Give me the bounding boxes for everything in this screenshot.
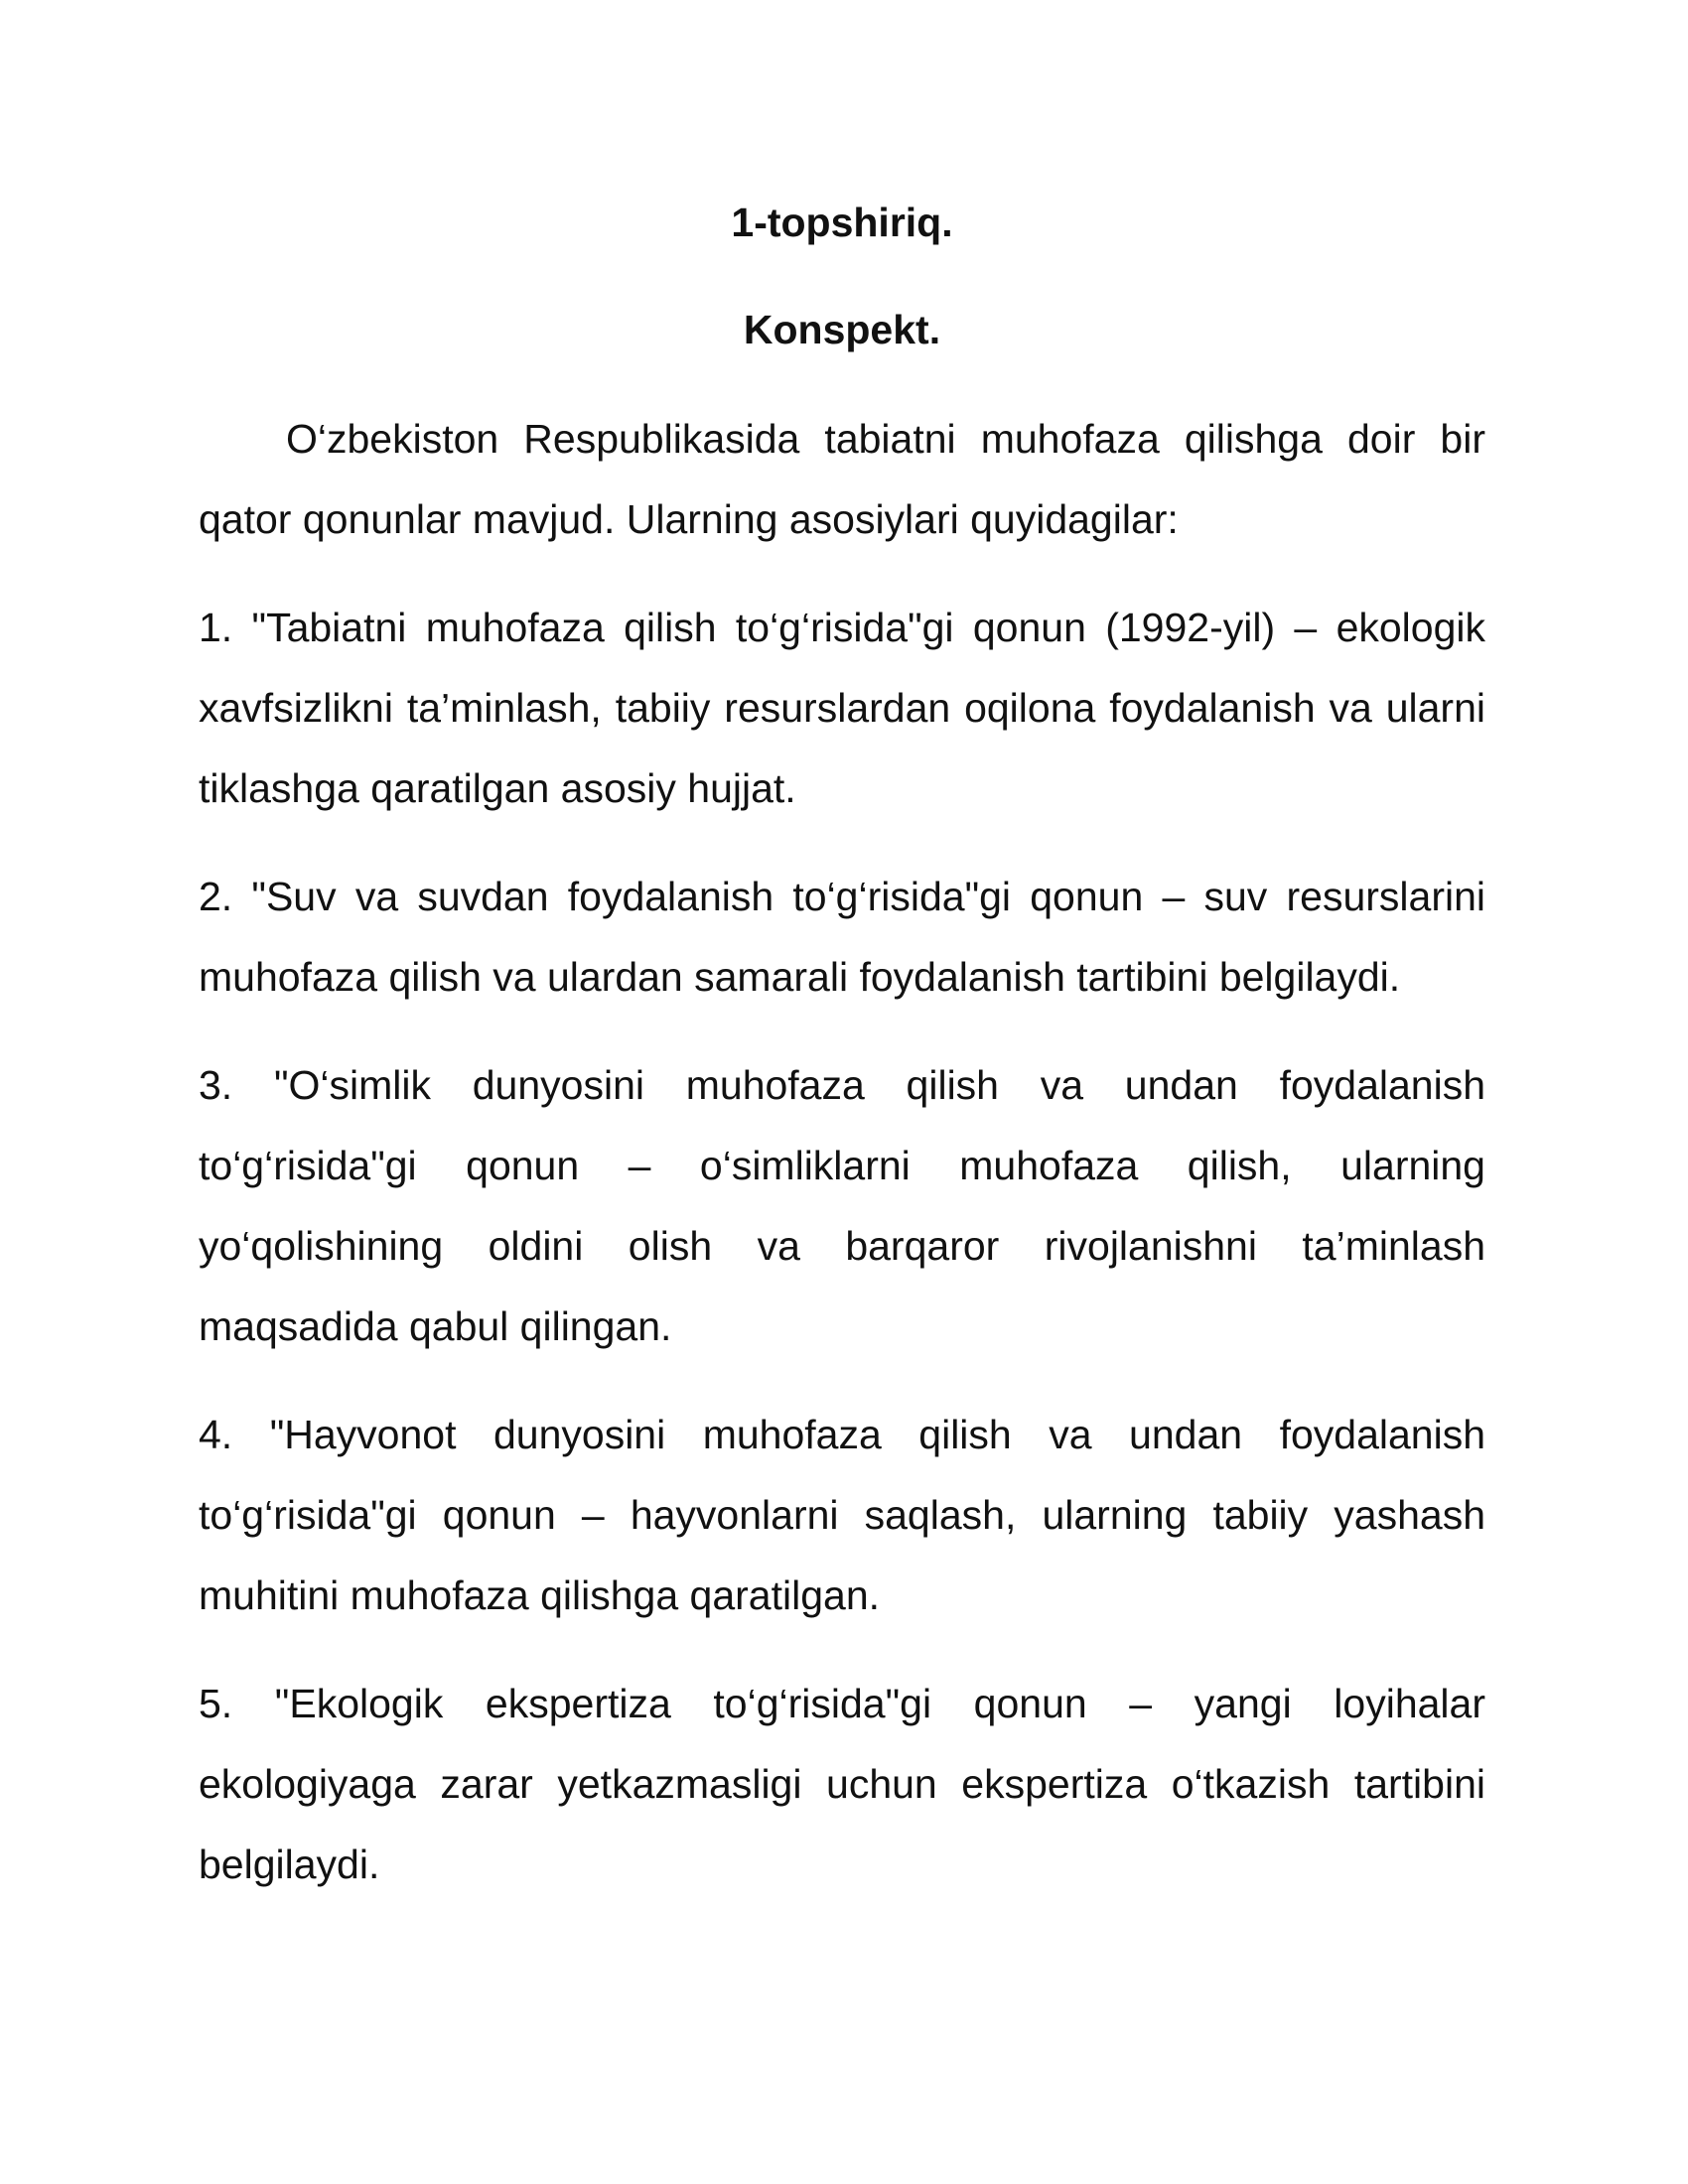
law-item-1: 1. "Tabiatni muhofaza qilish to‘g‘risida"gi qonun (1992-yil) – ekologik xavfsizlikni ta’minlash, tabiiy resurslardan oqilona foydalanish va ularni tiklashga qaratilgan asosiy hujjat. bbox=[199, 605, 1485, 811]
law-item-2: 2. "Suv va suvdan foydalanish to‘g‘risida"gi qonun – suv resurslarini muhofaza qilish va ulardan samarali foydalanish tartibini belgilaydi. bbox=[199, 874, 1485, 1000]
law-item-3: 3. "O‘simlik dunyosini muhofaza qilish va undan foydalanish to‘g‘risida"gi qonun – o‘simliklarni muhofaza qilish, ularning yo‘qolishining oldini olish va barqaror rivojlanishni ta’minlash maqsadida qabul qilingan. bbox=[199, 1062, 1485, 1349]
document-body bbox=[199, 195, 1485, 1933]
law-item-5: 5. "Ekologik ekspertiza to‘g‘risida"gi qonun – yangi loyihalar ekologiyaga zarar yetkazmasligi uchun ekspertiza o‘tkazish tartibini belgilaydi. bbox=[199, 1681, 1485, 1887]
intro-paragraph: O‘zbekiston Respublikasida tabiatni muhofaza qilishga doir bir qator qonunlar mavjud. Ularning asosiylari quyidagilar: bbox=[199, 416, 1485, 542]
document-title: 1-topshiriq. bbox=[731, 200, 953, 245]
law-item-4: 4. "Hayvonot dunyosini muhofaza qilish va undan foydalanish to‘g‘risida"gi qonun – hayvonlarni saqlash, ularning tabiiy yashash muhitini muhofaza qilishga qaratilgan. bbox=[199, 1412, 1485, 1618]
document-subtitle: Konspekt. bbox=[743, 307, 941, 352]
